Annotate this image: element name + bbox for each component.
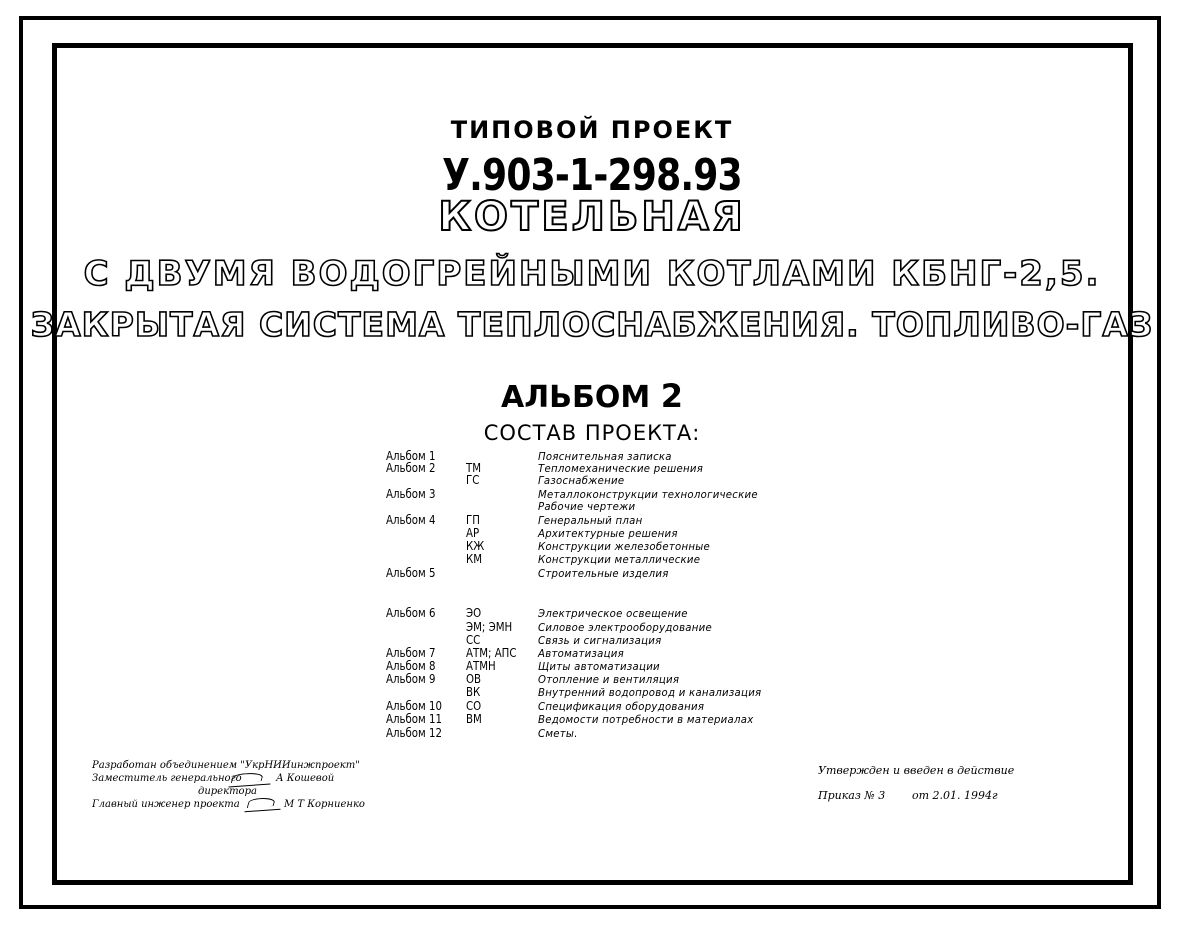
row-description: Сметы. xyxy=(538,727,578,740)
row-description: Рабочие чертежи xyxy=(538,500,636,513)
row-code: ЭМ; ЭМН xyxy=(466,620,513,634)
row-code: ВМ xyxy=(466,712,482,726)
row-description: Генеральный план xyxy=(538,514,643,527)
row-description: Металлоконструкции технологические xyxy=(538,488,758,501)
row-album: Альбом 4 xyxy=(386,513,436,527)
row-album: Альбом 9 xyxy=(386,672,436,686)
album-title xyxy=(0,377,1184,415)
album-word: АЛЬБОМ xyxy=(501,380,651,415)
row-description: Автоматизация xyxy=(538,647,625,660)
row-code: ЭО xyxy=(466,606,482,620)
row-description: Щиты автоматизации xyxy=(538,660,660,673)
row-code: СО xyxy=(466,699,482,713)
row-album: Альбом 10 xyxy=(386,699,442,713)
row-album: Альбом 8 xyxy=(386,659,436,673)
row-code: АТМ; АПС xyxy=(466,646,517,660)
row-description: Внутренний водопровод и канализация xyxy=(538,686,762,699)
row-album: Альбом 6 xyxy=(386,606,436,620)
row-code: КЖ xyxy=(466,539,485,553)
row-code: ОВ xyxy=(466,672,482,686)
row-code: ГС xyxy=(466,473,480,487)
project-number: У.903-1-298.93 xyxy=(442,150,742,201)
chief-engineer-title: Главный инженер проекта xyxy=(92,799,240,810)
row-album: Альбом 7 xyxy=(386,646,436,660)
row-description: Конструкции железобетонные xyxy=(538,540,711,553)
chief-engineer-signature xyxy=(244,795,281,812)
row-album: Альбом 1 xyxy=(386,449,436,463)
order-number: Приказ № 3 xyxy=(818,789,886,802)
row-description: Тепломеханические решения xyxy=(538,462,704,475)
project-type-label: ТИПОВОЙ ПРОЕКТ xyxy=(450,116,734,144)
row-description: Пояснительная записка xyxy=(538,450,672,463)
album-number: 2 xyxy=(660,377,683,415)
row-description: Строительные изделия xyxy=(538,567,669,580)
row-description: Силовое электрооборудование xyxy=(538,621,713,634)
row-code: АТМН xyxy=(466,659,496,673)
approval-line: Утвержден и введен в действие xyxy=(818,764,1015,777)
project-name: КОТЕЛЬНАЯ xyxy=(438,194,746,240)
row-description: Связь и сигнализация xyxy=(538,634,662,647)
deputy-signature xyxy=(228,770,271,788)
row-code: ВК xyxy=(466,685,481,699)
row-album: Альбом 12 xyxy=(386,726,442,740)
order-date: от 2.01. 1994г xyxy=(912,789,998,802)
developer-line: Разработан объединением "УкрНИИинжпроект" xyxy=(92,760,360,771)
row-album: Альбом 11 xyxy=(386,712,442,726)
row-description: Электрическое освещение xyxy=(538,607,688,620)
project-description-line2: ЗАКРЫТАЯ СИСТЕМА ТЕПЛОСНАБЖЕНИЯ. ТОПЛИВО-ГАЗ xyxy=(30,305,1154,344)
row-code: ГП xyxy=(466,513,480,527)
row-album: Альбом 5 xyxy=(386,566,436,580)
row-code: АР xyxy=(466,526,480,540)
row-code: СС xyxy=(466,633,481,647)
deputy-director-title-cont: директора xyxy=(198,786,257,797)
chief-engineer-name: М Т Корниенко xyxy=(284,799,365,810)
row-code: КМ xyxy=(466,552,483,566)
row-description: Конструкции металлические xyxy=(538,553,701,566)
deputy-director-title: Заместитель генерального xyxy=(92,773,242,784)
row-description: Ведомости потребности в материалах xyxy=(538,713,754,726)
row-description: Отопление и вентиляция xyxy=(538,673,680,686)
project-description-line1: С ДВУМЯ ВОДОГРЕЙНЫМИ КОТЛАМИ КБНГ-2,5. xyxy=(83,254,1101,294)
row-album: Альбом 2 xyxy=(386,461,436,475)
row-description: Архитектурные решения xyxy=(538,527,678,540)
deputy-director-name: А Кошевой xyxy=(276,773,335,784)
row-album: Альбом 3 xyxy=(386,487,436,501)
row-code: ТМ xyxy=(466,461,482,475)
row-description: Газоснабжение xyxy=(538,474,625,487)
row-description: Спецификация оборудования xyxy=(538,700,705,713)
composition-title: СОСТАВ ПРОЕКТА: xyxy=(483,421,701,445)
